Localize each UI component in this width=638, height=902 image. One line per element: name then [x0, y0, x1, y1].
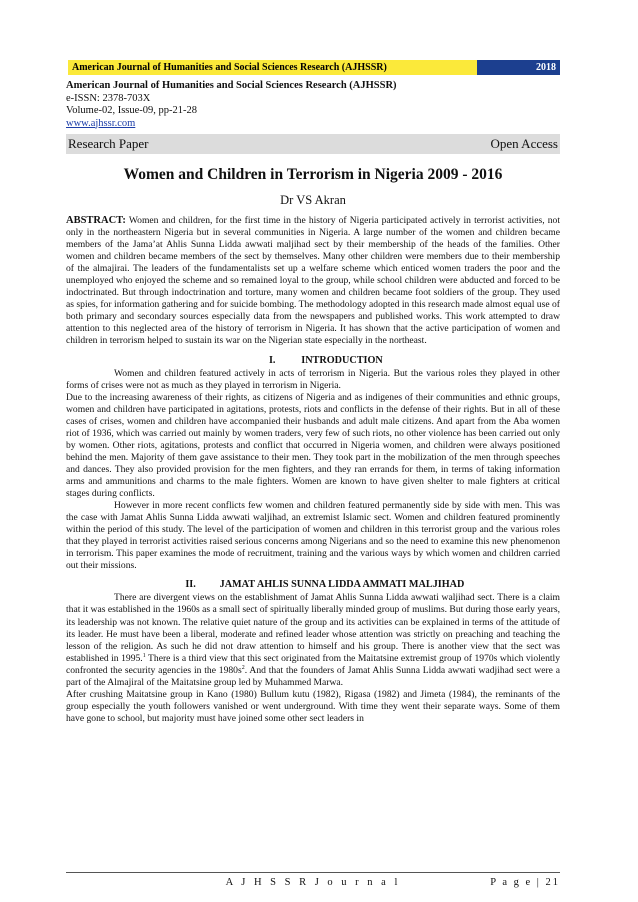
paper-body — [66, 215, 560, 725]
paragraph: Due to the increasing awareness of their rights, as citizens of Nigeria and as indigenes of their communities and ethnic groups, women and children have participated in agitations, protests, riots and conflicts in the defense of their rights. But in all of these cases of crises, women and children have accompanied their husbands and adult male citizens. And apart from the Aba women riot of 1936, which was carried out mainly by women traders, very few of such riots, no other violence has been carried out only by women. Other riots, agitations, protests and conflict that occurred in Nigeria women, and children were always positioned behind the men. Majority of them gave assistance to their men. They took part in the mobilization of the men through speeches and dances. They also provided provision for the men fighters, and they ran errands for them, in terms of taking information arms and ammunitions and charms to the male fighters. Women are known to have given shelter to male fighters at critical stages during conflicts. — [66, 391, 560, 500]
volume-issue: Volume-02, Issue-09, pp-21-28 — [66, 105, 198, 116]
section-heading — [66, 355, 560, 367]
section-title: JAMAT AHLIS SUNNA LIDDA AMMATI MALJIHAD — [219, 579, 465, 591]
paragraph-text: There are divergent views on the establishment of Jamat Ahlis Sunna Lidda awwati waljihad sect. There is a claim that it was established in the 1960s as a small sect of spiritually liberally minded group of muslims. But during those early years, its leadership was not known. The relative quiet nature of the group and its activities can be explained in terms of the attitude of its leader. He must have been a liberal, moderate and refined leader whose attention was strictly on preaching and teaching the lesson of the religion. As such he did not draw attention to himself and his group. There is another view that the sect was established in 1995. — [66, 592, 560, 664]
section-number: I. — [268, 354, 276, 366]
banner-year: 2018 — [477, 60, 560, 75]
page-number: P a g e | 21 — [490, 877, 560, 888]
banner-journal-title: American Journal of Humanities and Social Sciences Research (AJHSSR) — [68, 60, 477, 75]
footnote-ref: 1 — [142, 652, 146, 659]
section-heading — [66, 579, 560, 591]
paragraph — [66, 592, 560, 688]
paragraph-text: . And that the founders of Jamat Ahlis Sunna Lidda awwati wadjihad sect were a part of the Almajiral of the Maitatsine group led by Muhammed Marwa. — [66, 664, 560, 688]
paragraph: Women and children featured actively in acts of terrorism in Nigeria. But the various roles they played in other forms of crises were not as much as they played in terrorism in Nigeria. — [66, 367, 560, 391]
paragraph-text: There is a third view that this sect originated from the Maitatsine extremist group of 1970s which violently confronted the security agencies in the 1980s — [66, 652, 560, 676]
section-title: INTRODUCTION — [301, 354, 383, 366]
paragraph: However in more recent conflicts few women and children featured permanently side by side with men. This was the case with Jamat Ahlis Sunna Lidda awwati waljihad, an extremist Islamic sect. Women and children featured prominently within the period of this study. The level of the participation of women and children in this terrorist group and the various roles that they played in terrorist activities raised serious concerns among Nigerians and so the need to examine this new phenomenon in terrorism. This paper examines the mode of recruitment, training and the various ways by which women and children carried out their missions. — [66, 500, 560, 572]
paper-author: Dr VS Akran — [280, 193, 346, 207]
section-number: II. — [185, 579, 196, 591]
abstract — [66, 215, 560, 348]
journal-banner — [68, 60, 560, 75]
paper-title: Women and Children in Terrorism in Nigeria 2009 - 2016 — [123, 166, 503, 183]
paper-type-bar — [66, 134, 560, 154]
footer-journal: A J H S S R J o u r n a l — [225, 877, 401, 888]
footer-divider — [66, 872, 560, 873]
paper-type: Research Paper — [68, 136, 149, 151]
website-link[interactable]: www.ajhssr.com — [66, 117, 136, 129]
paragraph: After crushing Maitatsine group in Kano (1980) Bullum kutu (1982), Rigasa (1982) and Jimeta (1984), the reminants of the group especially the youth followers vanished or went underground. With time they went their separate ways. Some of them have gone to school, but majority must have joined some other sect leaders in — [66, 688, 560, 724]
footnote-ref: 2 — [241, 664, 245, 671]
eissn: e-ISSN: 2378-703X — [66, 92, 151, 104]
journal-name: American Journal of Humanities and Social Sciences Research (AJHSSR) — [66, 80, 397, 91]
access-type: Open Access — [490, 136, 558, 151]
abstract-label: ABSTRACT: — [66, 215, 126, 226]
abstract-text: Women and children, for the first time in the history of Nigeria participated actively in terrorist activities, not only in the northeastern Nigeria but in several communities in Nigeria. A large number of the women and children became members of the Jama’at Ahlis Sunna Lidda awwati maljihad sect by their membership of the heads of the families. Other women and children became members of the sect by themselves. Many other children were members due to their membership of the almajirai. The leaders of the fundamentalists set up a welfare scheme which enticed women traders the poor and the unemployed who enjoyed the scheme and so remained loyal to the group, while school children were abducted and forced to be indoctrinated. But through indoctrination and torture, many women and children became foot soldiers of the group. They used as spies, for information gathering and for suicide bombing. The methodology adopted in this research made almost equal use of both primary and secondary sources especially data from the newspapers and published works. This work attempted to draw attention to this neglected area of the history of terrorism in Nigeria. It has shown that the active participation of women and children in terrorism helped to sustain its war on the Nigerian state especially in the northeast. — [66, 215, 560, 347]
journal-metadata — [66, 80, 560, 130]
